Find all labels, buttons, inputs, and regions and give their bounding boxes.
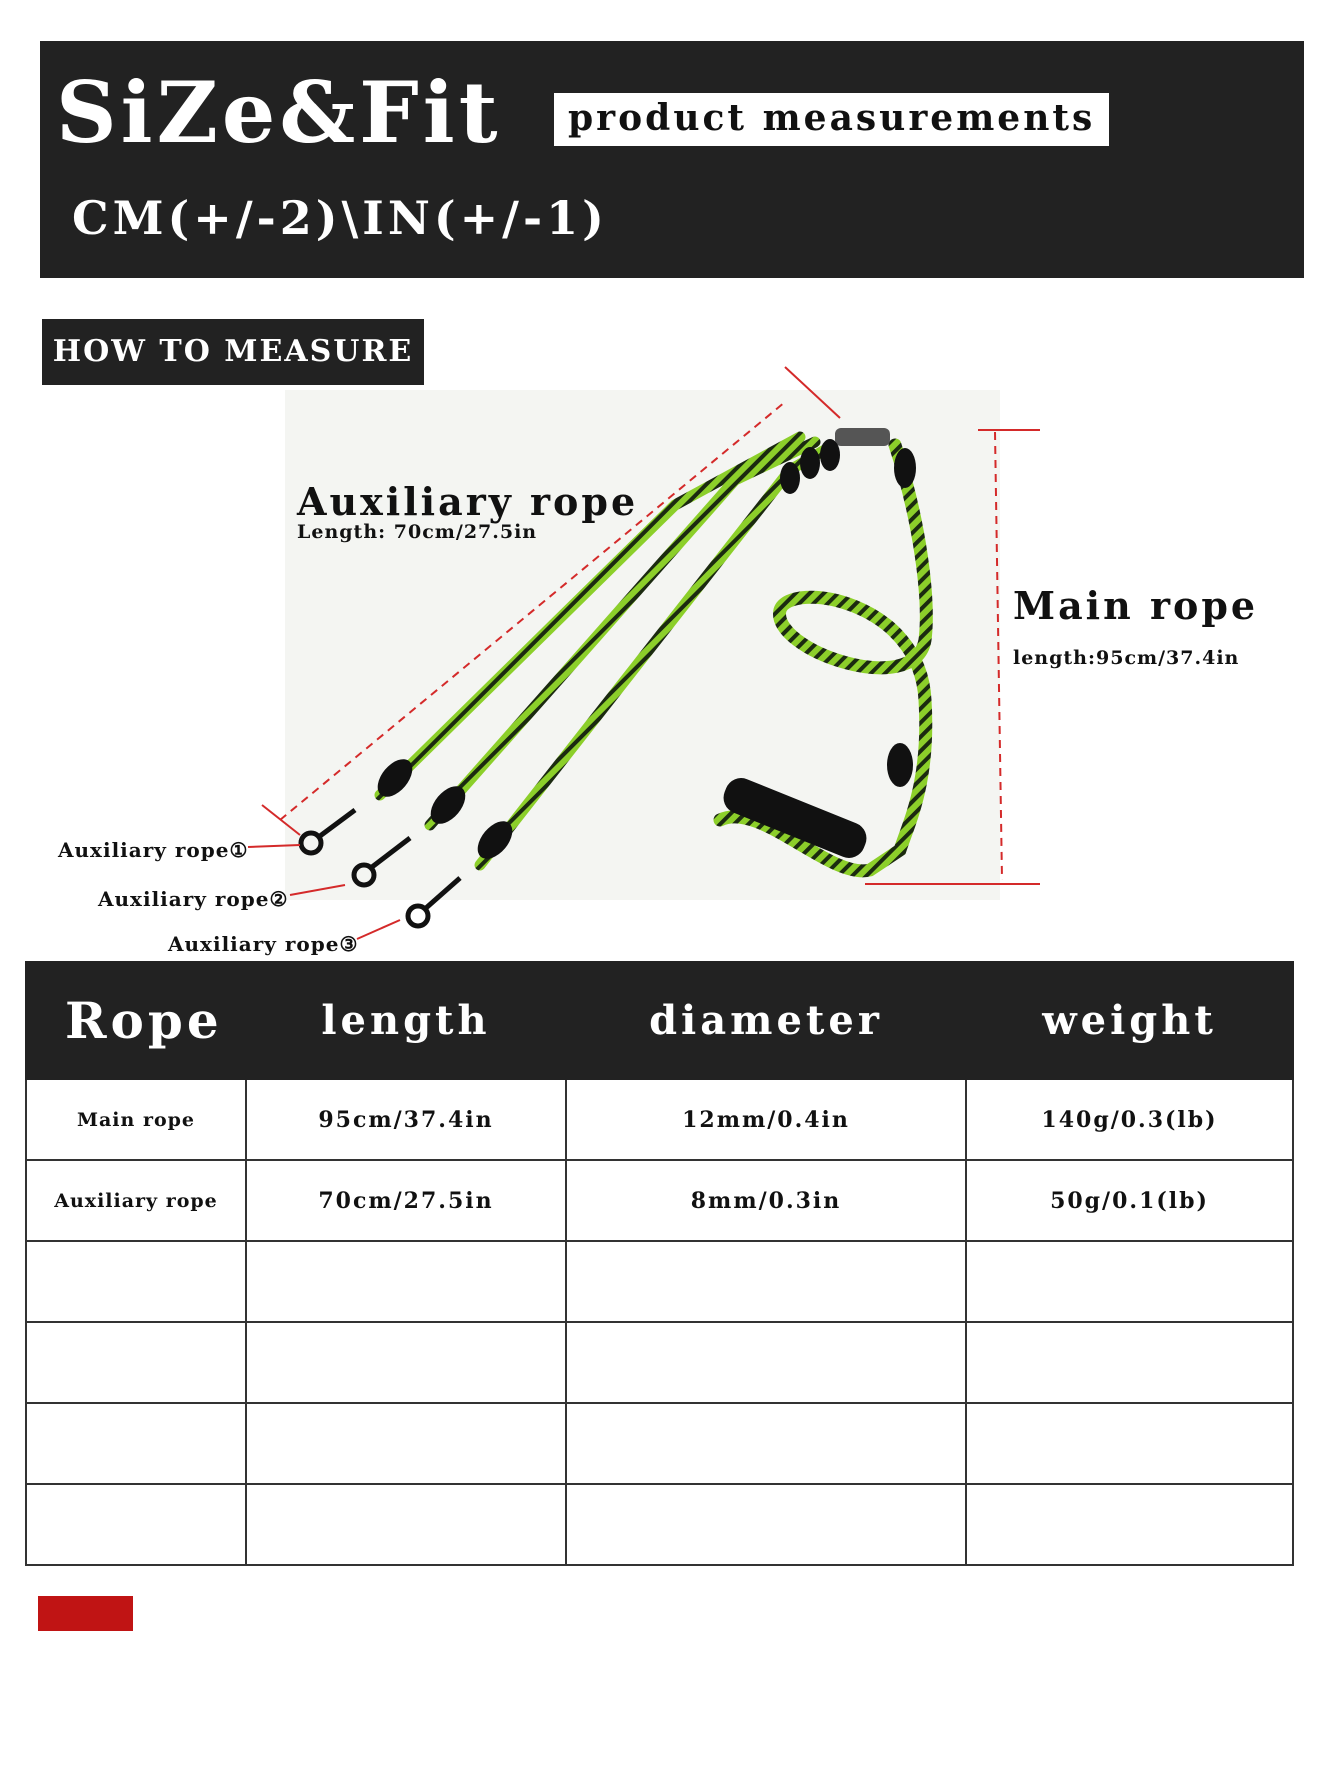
table-cell [246, 1241, 566, 1322]
table-row [26, 1403, 1293, 1484]
table-cell [966, 1241, 1293, 1322]
table-cell [26, 1484, 246, 1565]
table-cell [566, 1241, 966, 1322]
table-cell [966, 1484, 1293, 1565]
main-rope-length: length:95cm/37.4in [1013, 647, 1240, 669]
column-header-diameter: diameter [566, 962, 966, 1079]
red-accent-bar [38, 1596, 133, 1631]
column-header-rope: Rope [26, 962, 246, 1079]
table-cell [26, 1322, 246, 1403]
page-title: SiZe&Fit [56, 63, 502, 162]
table-header-row [26, 962, 1293, 1079]
auxiliary-measure-line [280, 402, 785, 820]
aux-label-leader-3 [357, 920, 400, 939]
table-cell [966, 1322, 1293, 1403]
clip-icon [408, 878, 460, 926]
clip-icon [301, 810, 355, 853]
stopper [800, 447, 820, 479]
auxiliary-measure-tick-bottom [262, 805, 300, 835]
size-table [25, 961, 1294, 1566]
table-cell [566, 1403, 966, 1484]
table-cell: Auxiliary rope [26, 1160, 246, 1241]
stopper [820, 439, 840, 471]
table-cell [246, 1403, 566, 1484]
column-header-length: length [246, 962, 566, 1079]
table-row [26, 1322, 1293, 1403]
auxiliary-rope-label-2: Auxiliary rope② [98, 887, 289, 911]
auxiliary-rope-length: Length: 70cm/27.5in [297, 521, 538, 543]
clip-icon [354, 838, 410, 885]
main-rope-title: Main rope [1013, 583, 1259, 628]
how-to-measure-label: HOW TO MEASURE [42, 319, 424, 385]
aux-label-leader-1 [248, 845, 300, 847]
main-measure-line [995, 432, 1002, 880]
table-cell: 8mm/0.3in [566, 1160, 966, 1241]
table-row [26, 1484, 1293, 1565]
table-cell: 95cm/37.4in [246, 1079, 566, 1160]
table-cell: 50g/0.1(lb) [966, 1160, 1293, 1241]
table-cell [566, 1322, 966, 1403]
aux-label-leader-2 [290, 885, 345, 895]
auxiliary-rope-label-1: Auxiliary rope① [58, 838, 249, 862]
table-cell [246, 1484, 566, 1565]
tolerance-note: CM(+/-2)\IN(+/-1) [72, 191, 608, 245]
table-cell: 70cm/27.5in [246, 1160, 566, 1241]
stopper [887, 743, 913, 787]
table-cell [26, 1403, 246, 1484]
table-cell [26, 1241, 246, 1322]
table-cell [966, 1403, 1293, 1484]
table-cell [566, 1484, 966, 1565]
table-row [26, 1241, 1293, 1322]
stopper [780, 462, 800, 494]
table-cell: 140g/0.3(lb) [966, 1079, 1293, 1160]
swivel-connector [835, 428, 890, 446]
product-measurements-tag: product measurements [554, 93, 1109, 146]
stopper [894, 448, 916, 488]
auxiliary-rope-title: Auxiliary rope [297, 479, 639, 524]
auxiliary-rope-label-3: Auxiliary rope③ [168, 932, 359, 956]
table-row [26, 1160, 1293, 1241]
table-cell [246, 1322, 566, 1403]
column-header-weight: weight [966, 962, 1293, 1079]
table-cell: Main rope [26, 1079, 246, 1160]
table-row [26, 1079, 1293, 1160]
auxiliary-measure-tick-top [785, 367, 840, 418]
table-cell: 12mm/0.4in [566, 1079, 966, 1160]
